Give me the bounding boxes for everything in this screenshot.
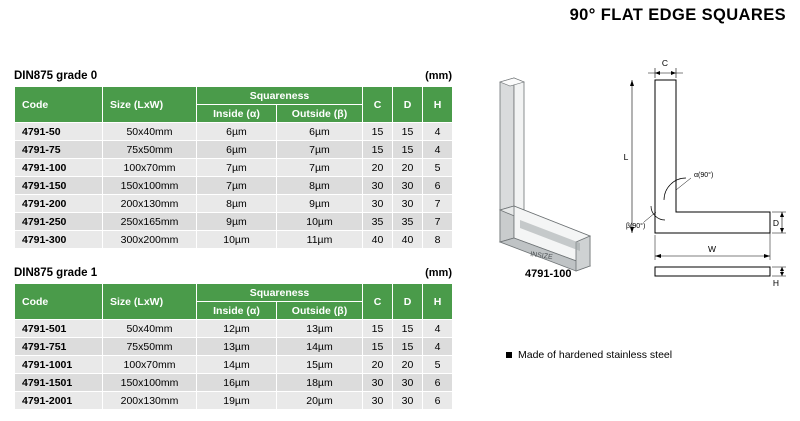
illustration-svg: [480, 60, 790, 290]
col-header-size: Size (LxW): [103, 284, 197, 320]
cell-d: 30: [393, 374, 423, 392]
table-row: [15, 320, 453, 338]
table-unit: (mm): [425, 267, 452, 279]
cell-d: 30: [393, 392, 423, 410]
cell-code: 4791-2001: [15, 392, 103, 410]
cell-outside: 10µm: [277, 213, 363, 231]
cell-code: 4791-300: [15, 231, 103, 249]
cell-inside: 14µm: [197, 356, 277, 374]
cell-size: 100x70mm: [103, 159, 197, 177]
cell-code: 4791-75: [15, 141, 103, 159]
cell-d: 40: [393, 231, 423, 249]
table-row: [15, 374, 453, 392]
cell-d: 20: [393, 159, 423, 177]
cell-size: 75x50mm: [103, 141, 197, 159]
table-row: [15, 356, 453, 374]
cell-code: 4791-50: [15, 123, 103, 141]
cell-inside: 7µm: [197, 159, 277, 177]
cell-inside: 16µm: [197, 374, 277, 392]
cell-outside: 13µm: [277, 320, 363, 338]
col-header-inside: Inside (α): [197, 302, 277, 320]
cell-c: 15: [363, 320, 393, 338]
cell-h: 4: [423, 141, 453, 159]
cell-d: 30: [393, 195, 423, 213]
cell-c: 30: [363, 374, 393, 392]
cell-outside: 6µm: [277, 123, 363, 141]
table-caption-row: [14, 70, 452, 82]
cell-d: 30: [393, 177, 423, 195]
cell-inside: 19µm: [197, 392, 277, 410]
cell-c: 30: [363, 195, 393, 213]
table-row: [15, 338, 453, 356]
cell-c: 30: [363, 177, 393, 195]
table-caption: DIN875 grade 0: [14, 70, 98, 82]
cell-size: 200x130mm: [103, 195, 197, 213]
cell-c: 20: [363, 356, 393, 374]
col-header-outside: Outside (β): [277, 105, 363, 123]
col-header-c: C: [363, 87, 393, 123]
col-header-inside: Inside (α): [197, 105, 277, 123]
angle-label-alpha: α(90°): [694, 172, 714, 179]
table-unit: (mm): [425, 70, 452, 82]
flat-edge-square-photo: [500, 78, 590, 271]
cell-size: 75x50mm: [103, 338, 197, 356]
cell-h: 7: [423, 195, 453, 213]
feature-note: [506, 349, 672, 361]
table-row: [15, 141, 453, 159]
cell-inside: 7µm: [197, 177, 277, 195]
cell-code: 4791-1001: [15, 356, 103, 374]
cell-inside: 13µm: [197, 338, 277, 356]
cell-outside: 18µm: [277, 374, 363, 392]
cell-inside: 9µm: [197, 213, 277, 231]
cell-h: 4: [423, 338, 453, 356]
table-row: [15, 123, 453, 141]
col-header-h: H: [423, 87, 453, 123]
col-header-size: Size (LxW): [103, 87, 197, 123]
cell-outside: 20µm: [277, 392, 363, 410]
dimension-label-l: L: [623, 152, 629, 162]
table-caption: DIN875 grade 1: [14, 267, 98, 279]
cell-d: 15: [393, 123, 423, 141]
cell-d: 35: [393, 213, 423, 231]
cell-outside: 9µm: [277, 195, 363, 213]
col-header-outside: Outside (β): [277, 302, 363, 320]
cell-size: 50x40mm: [103, 123, 197, 141]
cell-code: 4791-200: [15, 195, 103, 213]
cell-outside: 14µm: [277, 338, 363, 356]
col-header-d: D: [393, 284, 423, 320]
cell-c: 15: [363, 123, 393, 141]
cell-h: 8: [423, 231, 453, 249]
cell-code: 4791-100: [15, 159, 103, 177]
cell-code: 4791-250: [15, 213, 103, 231]
cell-h: 5: [423, 159, 453, 177]
product-illustration: [480, 60, 790, 290]
cell-inside: 6µm: [197, 123, 277, 141]
dimension-label-c: C: [661, 60, 669, 68]
table-row: [15, 231, 453, 249]
table-row: [15, 392, 453, 410]
cell-inside: 10µm: [197, 231, 277, 249]
cell-c: 20: [363, 159, 393, 177]
dimension-label-w: W: [707, 244, 717, 254]
cell-c: 15: [363, 338, 393, 356]
cell-outside: 8µm: [277, 177, 363, 195]
cell-h: 6: [423, 392, 453, 410]
spec-table-block-grade1: [14, 267, 453, 410]
cell-size: 250x165mm: [103, 213, 197, 231]
col-header-code: Code: [15, 87, 103, 123]
table-header-row: [15, 284, 453, 302]
col-header-d: D: [393, 87, 423, 123]
angle-label-beta: β(90°): [626, 223, 646, 230]
table-header-row: [15, 87, 453, 105]
col-header-c: C: [363, 284, 393, 320]
cell-size: 300x200mm: [103, 231, 197, 249]
cell-outside: 15µm: [277, 356, 363, 374]
cell-size: 150x100mm: [103, 374, 197, 392]
page-title: 90° FLAT EDGE SQUARES: [569, 6, 786, 24]
table-row: [15, 195, 453, 213]
cell-c: 35: [363, 213, 393, 231]
cell-d: 15: [393, 141, 423, 159]
cell-code: 4791-150: [15, 177, 103, 195]
feature-note-text: Made of hardened stainless steel: [518, 349, 673, 362]
dimension-label-d: D: [772, 218, 780, 228]
cell-code: 4791-1501: [15, 374, 103, 392]
cell-h: 4: [423, 123, 453, 141]
cell-h: 6: [423, 177, 453, 195]
col-header-h: H: [423, 284, 453, 320]
cell-d: 20: [393, 356, 423, 374]
col-header-code: Code: [15, 284, 103, 320]
table-caption-row: [14, 267, 452, 279]
cell-inside: 8µm: [197, 195, 277, 213]
spec-table-block-grade0: [14, 70, 453, 249]
cell-code: 4791-501: [15, 320, 103, 338]
cell-outside: 11µm: [277, 231, 363, 249]
dimension-label-h: H: [772, 278, 780, 288]
cell-d: 15: [393, 338, 423, 356]
cell-size: 150x100mm: [103, 177, 197, 195]
table-row: [15, 177, 453, 195]
cell-code: 4791-751: [15, 338, 103, 356]
cell-size: 50x40mm: [103, 320, 197, 338]
spec-table: [14, 86, 453, 249]
cell-c: 40: [363, 231, 393, 249]
cell-h: 4: [423, 320, 453, 338]
table-row: [15, 213, 453, 231]
cell-c: 30: [363, 392, 393, 410]
cell-h: 7: [423, 213, 453, 231]
col-header-squareness: Squareness: [197, 284, 363, 302]
brand-mark: INSIZE: [529, 251, 554, 262]
part-number-label: 4791-100: [525, 268, 572, 280]
cell-inside: 12µm: [197, 320, 277, 338]
cell-h: 6: [423, 374, 453, 392]
cell-inside: 6µm: [197, 141, 277, 159]
spec-table: [14, 283, 453, 410]
col-header-squareness: Squareness: [197, 87, 363, 105]
cell-outside: 7µm: [277, 159, 363, 177]
cell-outside: 7µm: [277, 141, 363, 159]
cell-c: 15: [363, 141, 393, 159]
table-row: [15, 159, 453, 177]
cell-size: 200x130mm: [103, 392, 197, 410]
cell-d: 15: [393, 320, 423, 338]
cell-size: 100x70mm: [103, 356, 197, 374]
cell-h: 5: [423, 356, 453, 374]
bullet-square-icon: [506, 352, 512, 358]
